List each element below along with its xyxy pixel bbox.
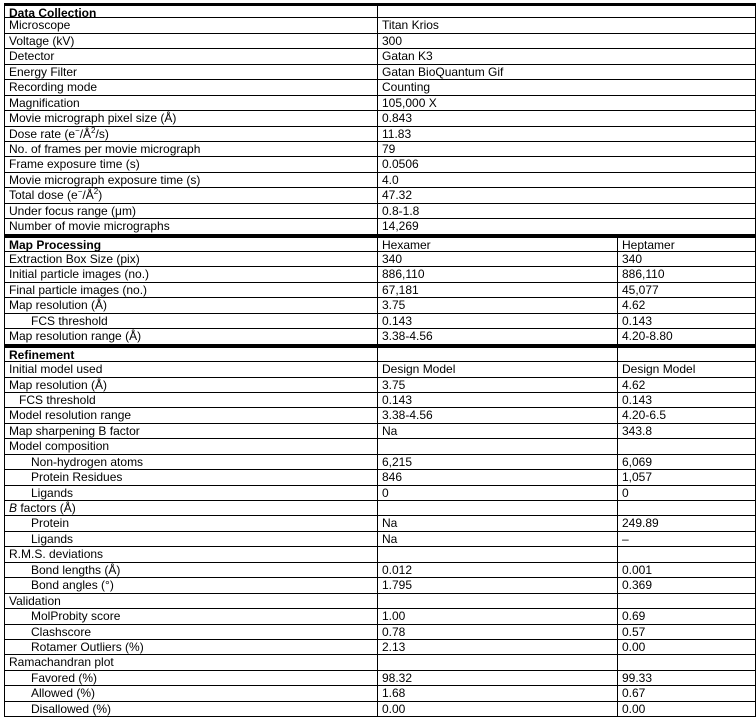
subheader-row	[4, 594, 756, 609]
row-label: Extraction Box Size (pix)	[5, 252, 378, 266]
heptamer-value: 340	[622, 252, 643, 266]
hexamer-value: 0.012	[378, 563, 618, 577]
row-label: Movie micrograph exposure time (s)	[5, 173, 378, 187]
heptamer-value: 0.00	[622, 639, 646, 654]
table-row	[4, 686, 756, 701]
heptamer-value: –	[622, 531, 629, 546]
hexamer-value: 3.75	[378, 378, 618, 392]
row-value: 11.83	[382, 126, 412, 141]
table-row	[4, 671, 756, 686]
table-row	[4, 532, 756, 547]
table-row	[4, 640, 756, 655]
table-row	[4, 314, 756, 329]
row-label: Map resolution range (Å)	[5, 329, 378, 343]
subheader-row	[4, 547, 756, 562]
row-value: Counting	[382, 80, 431, 95]
table-row	[4, 455, 756, 470]
hexamer-value: 3.38-4.56	[378, 329, 618, 343]
column-header-heptamer: Heptamer	[622, 237, 675, 251]
row-value: 14,269	[382, 219, 419, 234]
row-label: FCS threshold	[5, 393, 378, 407]
table-row	[4, 49, 756, 64]
row-label: B factors (Å)	[5, 501, 378, 515]
section-header-data-collection	[4, 3, 756, 18]
row-label: Favored (%)	[5, 671, 378, 685]
row-value: 105,000 X	[382, 95, 437, 110]
row-label: Map resolution (Å)	[5, 298, 378, 312]
table-row	[4, 283, 756, 298]
table-row	[4, 470, 756, 485]
row-value: 79	[382, 141, 396, 156]
cryo-em-statistics-table	[4, 3, 756, 716]
hexamer-value: 0.143	[378, 393, 618, 407]
heptamer-value: 0.143	[622, 392, 653, 407]
row-value: 0.843	[382, 111, 413, 126]
hexamer-value: 340	[378, 252, 618, 266]
row-label: Clashscore	[5, 625, 378, 639]
row-label: Ramachandran plot	[5, 655, 378, 669]
table-row	[4, 142, 756, 157]
heptamer-value: 45,077	[622, 282, 659, 297]
row-label: MolProbity score	[5, 609, 378, 623]
hexamer-value: 1.795	[378, 578, 618, 592]
heptamer-value: 4.20-6.5	[622, 408, 667, 423]
row-value: 47.32	[382, 188, 413, 203]
row-label: Protein Residues	[5, 470, 378, 484]
table-row	[4, 362, 756, 377]
row-label: Final particle images (no.)	[5, 283, 378, 297]
subheader-row	[4, 501, 756, 516]
section-header-refinement	[4, 345, 756, 362]
table-row	[4, 298, 756, 313]
row-label: Ligands	[5, 486, 378, 500]
table-row	[4, 18, 756, 33]
row-label: Total dose $(e^-/Å^2)$	[5, 188, 378, 202]
heptamer-value: 0.369	[622, 578, 653, 593]
heptamer-value: 886,110	[622, 267, 665, 282]
hexamer-value: 1.68	[378, 686, 618, 700]
table-row	[4, 378, 756, 393]
hexamer-value: 0.78	[378, 625, 618, 639]
table-row	[4, 625, 756, 640]
row-label: Bond lengths (Å)	[5, 563, 378, 577]
section-title: Data Collection	[5, 6, 378, 17]
row-label: Model resolution range	[5, 408, 378, 422]
row-label: Detector	[5, 49, 378, 63]
row-label: Under focus range (μm)	[5, 204, 378, 218]
hexamer-value: Na	[378, 516, 618, 530]
hexamer-value: 0.00	[378, 702, 618, 716]
subheader-row	[4, 439, 756, 454]
row-label: Bond angles (°)	[5, 578, 378, 592]
table-row	[4, 204, 756, 219]
row-label: Rotamer Outliers (%)	[5, 640, 378, 654]
hexamer-value: 886,110	[378, 267, 618, 281]
row-label: Magnification	[5, 96, 378, 110]
row-label: Number of movie micrographs	[5, 219, 378, 233]
table-row	[4, 578, 756, 593]
section-title: Refinement	[5, 348, 378, 361]
table-row	[4, 80, 756, 95]
hexamer-value: Na	[378, 424, 618, 438]
hexamer-value: 0.143	[378, 314, 618, 328]
hexamer-value: 98.32	[378, 671, 618, 685]
row-value: 0.8-1.8	[382, 203, 420, 218]
empty-cell	[378, 655, 618, 669]
column-header-hexamer: Hexamer	[378, 238, 618, 251]
row-value: 300	[382, 33, 403, 48]
row-label: Non-hydrogen atoms	[5, 455, 378, 469]
table-row	[4, 486, 756, 501]
row-label: Ligands	[5, 532, 378, 546]
empty-cell	[378, 6, 755, 17]
table-row	[4, 563, 756, 578]
hexamer-value: Design Model	[378, 362, 618, 376]
row-label: Map resolution (Å)	[5, 378, 378, 392]
hexamer-value: 1.00	[378, 609, 618, 623]
empty-cell	[618, 655, 755, 669]
row-value: 4.0	[382, 172, 399, 187]
heptamer-value: 0.67	[622, 686, 646, 701]
row-label: Dose rate $(e^-/Å^2/s)$	[5, 127, 378, 141]
empty-cell	[378, 501, 618, 515]
hexamer-value: 3.38-4.56	[378, 408, 618, 422]
row-label: Frame exposure time (s)	[5, 157, 378, 171]
heptamer-value: 1,057	[622, 470, 653, 485]
hexamer-value: 2.13	[378, 640, 618, 654]
hexamer-value: 3.75	[378, 298, 618, 312]
table-row	[4, 96, 756, 111]
section-title: Map Processing	[5, 238, 378, 251]
hexamer-value: 0	[378, 486, 618, 500]
empty-cell	[378, 547, 618, 561]
row-label: Microscope	[5, 18, 378, 32]
row-label: Model composition	[5, 439, 378, 453]
row-label: Voltage (kV)	[5, 34, 378, 48]
row-label: Protein	[5, 516, 378, 530]
empty-cell	[618, 439, 755, 453]
hexamer-value: Na	[378, 532, 618, 546]
row-label: Movie micrograph pixel size (Å)	[5, 111, 378, 125]
heptamer-value: 4.62	[622, 377, 646, 392]
heptamer-value: 6,069	[622, 454, 653, 469]
section-header-map-processing	[4, 235, 756, 252]
empty-cell	[378, 348, 618, 361]
table-row	[4, 393, 756, 408]
row-label: Map sharpening B factor	[5, 424, 378, 438]
heptamer-value: 4.62	[622, 298, 646, 313]
empty-cell	[618, 501, 755, 515]
subheader-row	[4, 655, 756, 670]
table-row	[4, 173, 756, 188]
heptamer-value: 0.69	[622, 609, 646, 624]
table-row	[4, 127, 756, 142]
hexamer-value: 846	[378, 470, 618, 484]
heptamer-value: 249.89	[622, 516, 659, 531]
heptamer-value: 0.57	[622, 624, 646, 639]
row-value: 0.0506	[382, 157, 419, 172]
row-label: Allowed (%)	[5, 686, 378, 700]
empty-cell	[378, 594, 618, 608]
table-row	[4, 111, 756, 126]
empty-cell	[618, 348, 755, 361]
empty-cell	[378, 439, 618, 453]
table-row	[4, 609, 756, 624]
table-row	[4, 252, 756, 267]
heptamer-value: 0.143	[622, 313, 653, 328]
heptamer-value: 4.20-8.80	[622, 329, 673, 344]
row-value: Gatan K3	[382, 49, 433, 64]
table-row	[4, 408, 756, 423]
row-label: Recording mode	[5, 80, 378, 94]
heptamer-value: 99.33	[622, 670, 653, 685]
row-label: FCS threshold	[5, 314, 378, 328]
table-row	[4, 219, 756, 234]
heptamer-value: 343.8	[622, 423, 653, 438]
row-label: Disallowed (%)	[5, 702, 378, 716]
table-row	[4, 702, 756, 717]
row-label: No. of frames per movie micrograph	[5, 142, 378, 156]
row-label: Energy Filter	[5, 65, 378, 79]
heptamer-value: Design Model	[622, 362, 696, 377]
table-row	[4, 188, 756, 203]
empty-cell	[618, 547, 755, 561]
table-row	[4, 329, 756, 344]
heptamer-value: 0	[622, 485, 629, 500]
table-row	[4, 267, 756, 282]
row-label: Initial particle images (no.)	[5, 267, 378, 281]
table-row	[4, 157, 756, 172]
row-value: Gatan BioQuantum Gif	[382, 64, 504, 79]
table-row	[4, 34, 756, 49]
empty-cell	[618, 594, 755, 608]
table-row	[4, 516, 756, 531]
table-row	[4, 65, 756, 80]
table-row	[4, 424, 756, 439]
hexamer-value: 67,181	[378, 283, 618, 297]
heptamer-value: 0.00	[622, 701, 646, 716]
heptamer-value: 0.001	[622, 562, 653, 577]
row-value: Titan Krios	[382, 18, 439, 33]
row-label: R.M.S. deviations	[5, 547, 378, 561]
row-label: Initial model used	[5, 362, 378, 376]
hexamer-value: 6,215	[378, 455, 618, 469]
row-label: Validation	[5, 594, 378, 608]
